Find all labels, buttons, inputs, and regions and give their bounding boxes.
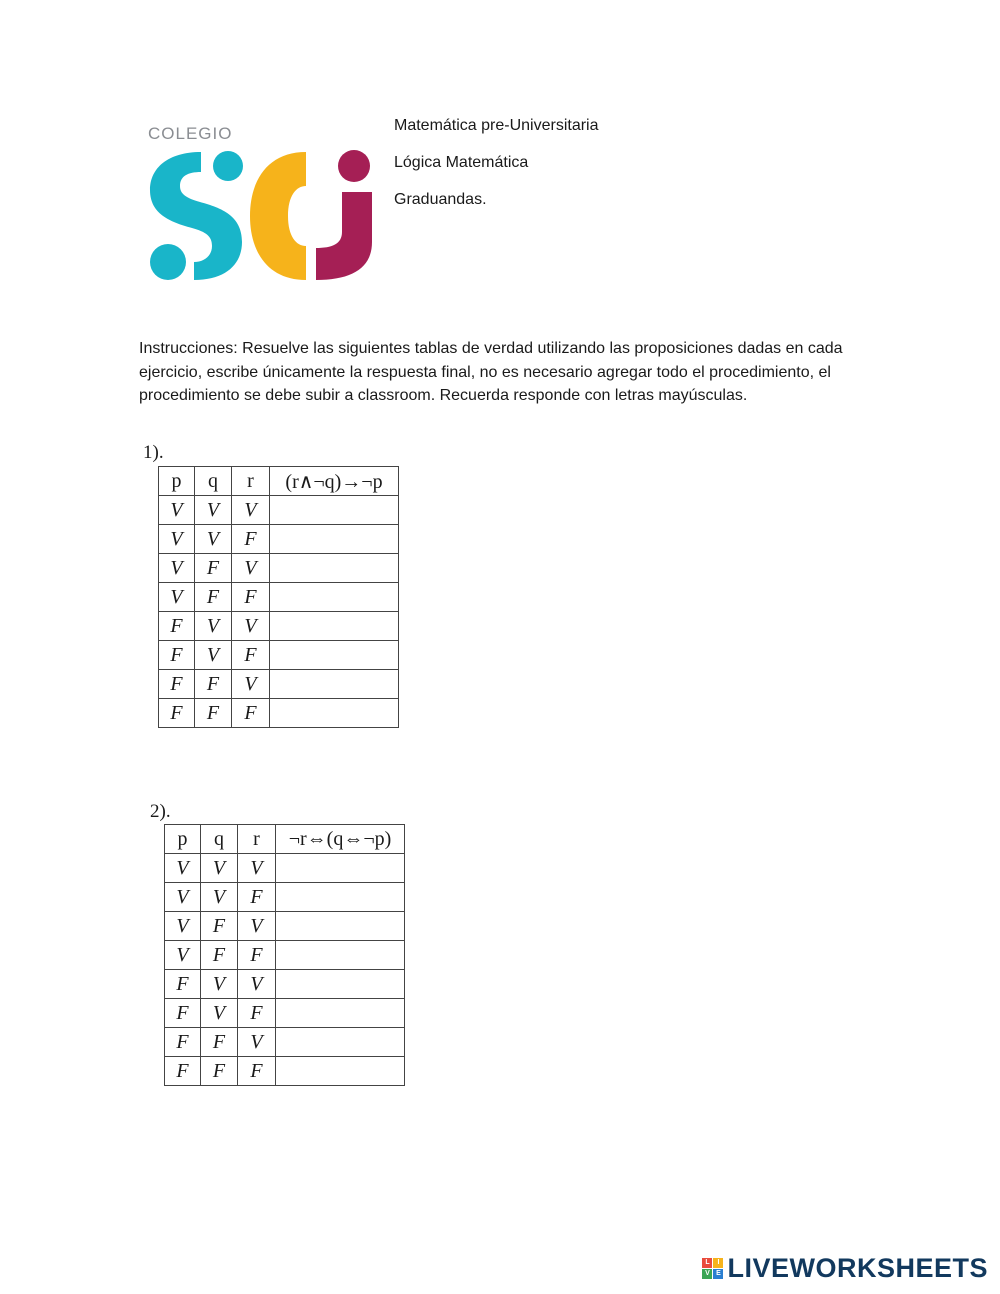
table-row — [159, 583, 399, 612]
truth-value-cell: V — [232, 670, 270, 699]
truth-value-cell: V — [201, 970, 238, 999]
logo-word: COLEGIO — [148, 124, 233, 143]
truth-value-cell: F — [238, 1057, 276, 1086]
scj-logo-icon — [146, 146, 376, 281]
truth-value-cell: V — [201, 854, 238, 883]
truth-value-cell: V — [195, 641, 232, 670]
truth-value-cell: V — [159, 554, 195, 583]
truth-value-cell: F — [165, 1028, 201, 1057]
truth-value-cell: F — [232, 525, 270, 554]
truth-value-cell: F — [232, 641, 270, 670]
truth-value-cell: V — [165, 941, 201, 970]
truth-value-cell: F — [238, 999, 276, 1028]
table-header-row — [165, 825, 405, 854]
truth-value-cell: F — [195, 583, 232, 612]
truth-value-cell: V — [238, 970, 276, 999]
variable-header: q — [201, 825, 238, 854]
variable-header: p — [159, 467, 195, 496]
answer-cell[interactable] — [276, 1057, 405, 1086]
variable-header: p — [165, 825, 201, 854]
truth-value-cell: F — [232, 699, 270, 728]
truth-value-cell: V — [195, 525, 232, 554]
table-row — [165, 1057, 405, 1086]
table-row — [165, 883, 405, 912]
truth-value-cell: V — [165, 883, 201, 912]
topic-title: Lógica Matemática — [394, 154, 529, 171]
table-row — [159, 699, 399, 728]
variable-header: q — [195, 467, 232, 496]
answer-cell[interactable] — [270, 496, 399, 525]
truth-value-cell: F — [159, 670, 195, 699]
truth-value-cell: V — [195, 612, 232, 641]
truth-value-cell: V — [201, 999, 238, 1028]
truth-table-2 — [164, 824, 405, 1086]
answer-cell[interactable] — [276, 970, 405, 999]
truth-value-cell: V — [232, 554, 270, 583]
variable-header: r — [238, 825, 276, 854]
icon-letter: E — [713, 1269, 723, 1279]
truth-value-cell: F — [165, 970, 201, 999]
truth-value-cell: V — [195, 496, 232, 525]
truth-value-cell: F — [165, 1057, 201, 1086]
truth-value-cell: F — [232, 583, 270, 612]
truth-value-cell: F — [201, 1057, 238, 1086]
table-row — [165, 1028, 405, 1057]
truth-value-cell: F — [165, 999, 201, 1028]
truth-value-cell: V — [232, 612, 270, 641]
expression-header: (r∧¬q)→¬p — [270, 467, 399, 496]
truth-value-cell: V — [238, 1028, 276, 1057]
table-row — [165, 854, 405, 883]
truth-value-cell: F — [159, 699, 195, 728]
exercise-2-label: 2). — [150, 801, 171, 822]
school-logo — [146, 120, 376, 290]
truth-value-cell: V — [159, 496, 195, 525]
truth-value-cell: V — [238, 912, 276, 941]
truth-value-cell: V — [238, 854, 276, 883]
icon-letter: L — [702, 1258, 712, 1268]
truth-value-cell: F — [195, 670, 232, 699]
answer-cell[interactable] — [270, 670, 399, 699]
table-row — [159, 670, 399, 699]
truth-value-cell: F — [159, 641, 195, 670]
table-row — [159, 612, 399, 641]
course-title: Matemática pre-Universitaria — [394, 117, 599, 134]
table-header-row — [159, 467, 399, 496]
exercise-1-label: 1). — [143, 442, 164, 463]
liveworksheets-icon — [702, 1258, 723, 1279]
answer-cell[interactable] — [276, 912, 405, 941]
table-row — [165, 912, 405, 941]
truth-value-cell: V — [232, 496, 270, 525]
answer-cell[interactable] — [270, 641, 399, 670]
liveworksheets-brand — [702, 1253, 988, 1283]
truth-value-cell: V — [159, 525, 195, 554]
answer-cell[interactable] — [276, 1028, 405, 1057]
answer-cell[interactable] — [276, 883, 405, 912]
expression-header: ¬r⇔(q⇔¬p) — [276, 825, 405, 854]
instructions-text: Instrucciones: Resuelve las siguientes tablas de verdad utilizando las proposiciones dadas en cada ejercicio, escribe únicamente la respuesta final, no es necesario agregar todo el procedimiento, el procedimiento se debe subir a classroom. Recuerda responde con letras mayúsculas. — [139, 340, 843, 404]
truth-value-cell: F — [195, 699, 232, 728]
group-title: Graduandas. — [394, 191, 487, 208]
answer-cell[interactable] — [270, 699, 399, 728]
answer-cell[interactable] — [270, 525, 399, 554]
header-lines — [394, 117, 599, 228]
table-row — [165, 941, 405, 970]
answer-cell[interactable] — [276, 999, 405, 1028]
table-row — [159, 641, 399, 670]
truth-value-cell: F — [201, 941, 238, 970]
truth-value-cell: V — [201, 883, 238, 912]
answer-cell[interactable] — [270, 612, 399, 641]
answer-cell[interactable] — [270, 554, 399, 583]
truth-value-cell: F — [201, 912, 238, 941]
icon-letter: V — [702, 1269, 712, 1279]
truth-table-1 — [158, 466, 399, 728]
icon-letter: I — [713, 1258, 723, 1268]
table-row — [159, 496, 399, 525]
table-row — [159, 554, 399, 583]
truth-value-cell: V — [159, 583, 195, 612]
answer-cell[interactable] — [276, 941, 405, 970]
truth-value-cell: F — [159, 612, 195, 641]
table-row — [165, 970, 405, 999]
table-row — [165, 999, 405, 1028]
truth-value-cell: F — [201, 1028, 238, 1057]
truth-value-cell: V — [165, 854, 201, 883]
truth-value-cell: F — [238, 941, 276, 970]
table-row — [159, 525, 399, 554]
answer-cell[interactable] — [270, 583, 399, 612]
variable-header: r — [232, 467, 270, 496]
truth-value-cell: V — [165, 912, 201, 941]
truth-value-cell: F — [238, 883, 276, 912]
answer-cell[interactable] — [276, 854, 405, 883]
truth-value-cell: F — [195, 554, 232, 583]
liveworksheets-wordmark: LIVEWORKSHEETS — [727, 1252, 988, 1283]
